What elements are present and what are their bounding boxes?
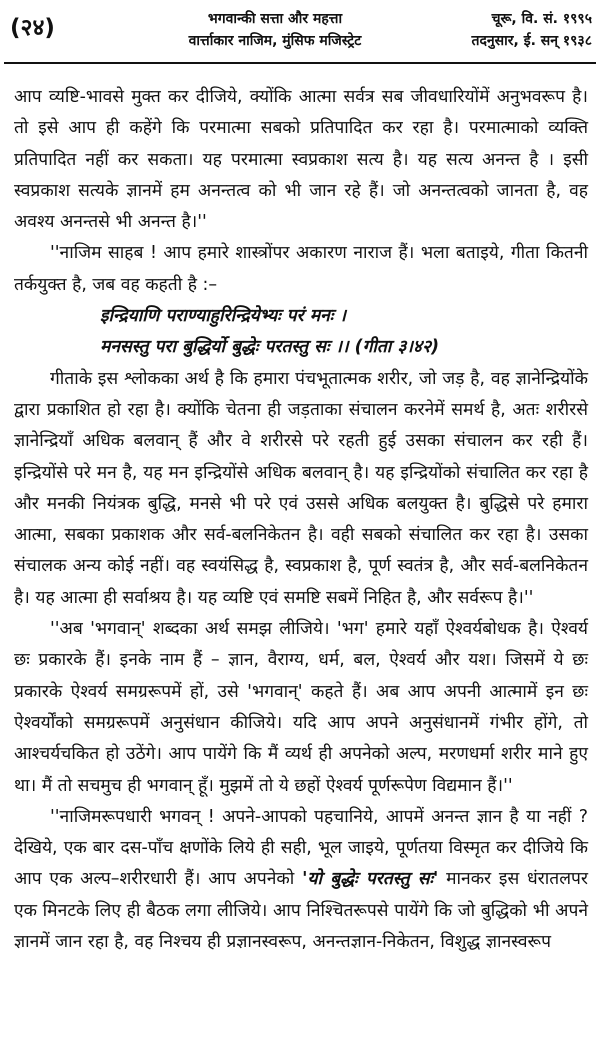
running-title [140,8,410,52]
paragraph-2: ''नाजिम साहब ! आप हमारे शास्त्रोंपर अकारण नाराज हैं। भला बताइये, गीता कितनी तर्कयुक्त है, जब वह कहती है :– [14,243,588,295]
paragraph-5-part-a: ''नाजिमरूपधारी भगवन् ! अपने-आपको पहचानिये, आपमें अनन्त ज्ञान है या नहीं ? देखिये, एक बार दस-पाँच क्षणोंके लिये ही सही, भूल जाइये, पूर्णतया विस्मृत कर दीजिये कि आप एक अल्प–शरीरधारी हैं। आप अपनेको [14,806,588,890]
speakers-line: वार्त्ताकार नाजिम, मुंसिफ मजिस्ट्रेट [188,33,362,49]
paragraph-5 [14,802,588,958]
paragraph-5-quote: 'यो बुद्धेः परतस्तु सः' [302,869,439,890]
date-samvat: चूरू, वि. सं. १९९५ [491,11,592,27]
gita-verse-line-1: इन्द्रियाणि पराण्याहुरिन्द्रियेभ्यः परं मनः । [100,306,346,327]
paragraph-1: आप व्यष्टि-भावसे मुक्त कर दीजिये, क्योंकि आत्मा सर्वत्र सब जीवधारियोंमें अनुभवरूप है। तो इसे आप ही कहेंगे कि परमात्मा सबको प्रतिपादित कर रहा है। परमात्माको व्यक्ति प्रतिपादित नहीं कर सकता। यह परमात्मा स्वप्रकाश सत्य है। यह सत्य अनन्त है । इसी स्वप्रकाश सत्यके ज्ञानमें हम अनन्तत्व को भी जान रहे हैं। जो अनन्तत्वको जानता है, वह अवश्य अनन्तसे भी अनन्त है।'' [14,87,588,233]
gita-verse-line-2: मनसस्तु परा बुद्धिर्यो बुद्धेः परतस्तु सः ।। (गीता ३।४२) [100,337,440,358]
page-number: (२४) [10,15,55,41]
header-rule [4,62,596,64]
date-ce: तदनुसार, ई. सन् १९३८ [471,33,592,49]
page-header [0,0,600,78]
running-date [412,8,592,52]
page-body [14,82,588,958]
paragraph-4: ''अब 'भगवान्' शब्दका अर्थ समझ लीजिये। 'भग' हमारे यहाँ ऐश्वर्यबोधक है। ऐश्वर्य छः प्रकारके हैं। इनके नाम हैं – ज्ञान, वैराग्य, धर्म, बल, ऐश्वर्य और यश। जिसमें ये छः प्रकारके ऐश्वर्य समग्ररूपमें हों, उसे 'भगवान्' कहते हैं। अब आप अपनी आत्मामें इन छः ऐश्वर्योंको समग्ररूपमें अनुसंधान कीजिये। यदि आप अपने अनुसंधानमें गंभीर होंगे, तो आश्चर्यचकित हो उठेंगे। आप पायेंगे कि मैं व्यर्थ ही अपनेको अल्प, मरणधर्मा शरीर माने हुए था। मैं तो सचमुच ही भगवान् हूँ। मुझमें तो ये छहों ऐश्वर्य पूर्णरूपेण विद्यमान हैं।'' [14,619,588,796]
paragraph-5-part-b: मानकर इस धंरातलपर एक मिनटके लिए ही बैठक लगा लीजिये। आप निश्चितरूपसे पायेंगे कि जो बुद्धिको भी अपने ज्ञानमें जान रहा है, वह निश्चय ही प्रज्ञानस्वरूप, अनन्तज्ञान-निकेतन, विशुद्ध ज्ञानस्वरूप [14,869,588,953]
book-title: भगवान्की सत्ता और महत्ता [207,11,343,27]
paragraph-3: गीताके इस श्लोकका अर्थ है कि हमारा पंचभूतात्मक शरीर, जो जड़ है, वह ज्ञानेन्द्रियोंके द्वारा प्रकाशित हो रहा है। क्योंकि चेतना ही जड़ताका संचालन करनेमें समर्थ है, अतः शरीरसे ज्ञानेन्द्रियाँ अधिक बलवान् हैं और वे शरीरसे परे रहती हुई उसका संचालन कर रही हैं। इन्द्रियोंसे परे मन है, यह मन इन्द्रियोंसे अधिक बलवान् है। यह इन्द्रियोंको संचालित कर रहा है और मनकी नियंत्रक बुद्धि, मनसे भी परे एवं उससे अधिक बलयुक्त है। बुद्धिसे परे हमारा आत्मा, सबका प्रकाशक और सर्व-बलनिकेतन है। वही सबको संचालित कर रहा है। उसका संचालक अन्य कोई नहीं। वह स्वयंसिद्ध है, स्वप्रकाश है, पूर्ण स्वतंत्र है, और सर्व-बलनिकेतन है। यह आत्मा ही सर्वाश्रय है। यह व्यष्टि एवं समष्टि सबमें निहित है, और सर्वरूप है।'' [14,368,588,608]
